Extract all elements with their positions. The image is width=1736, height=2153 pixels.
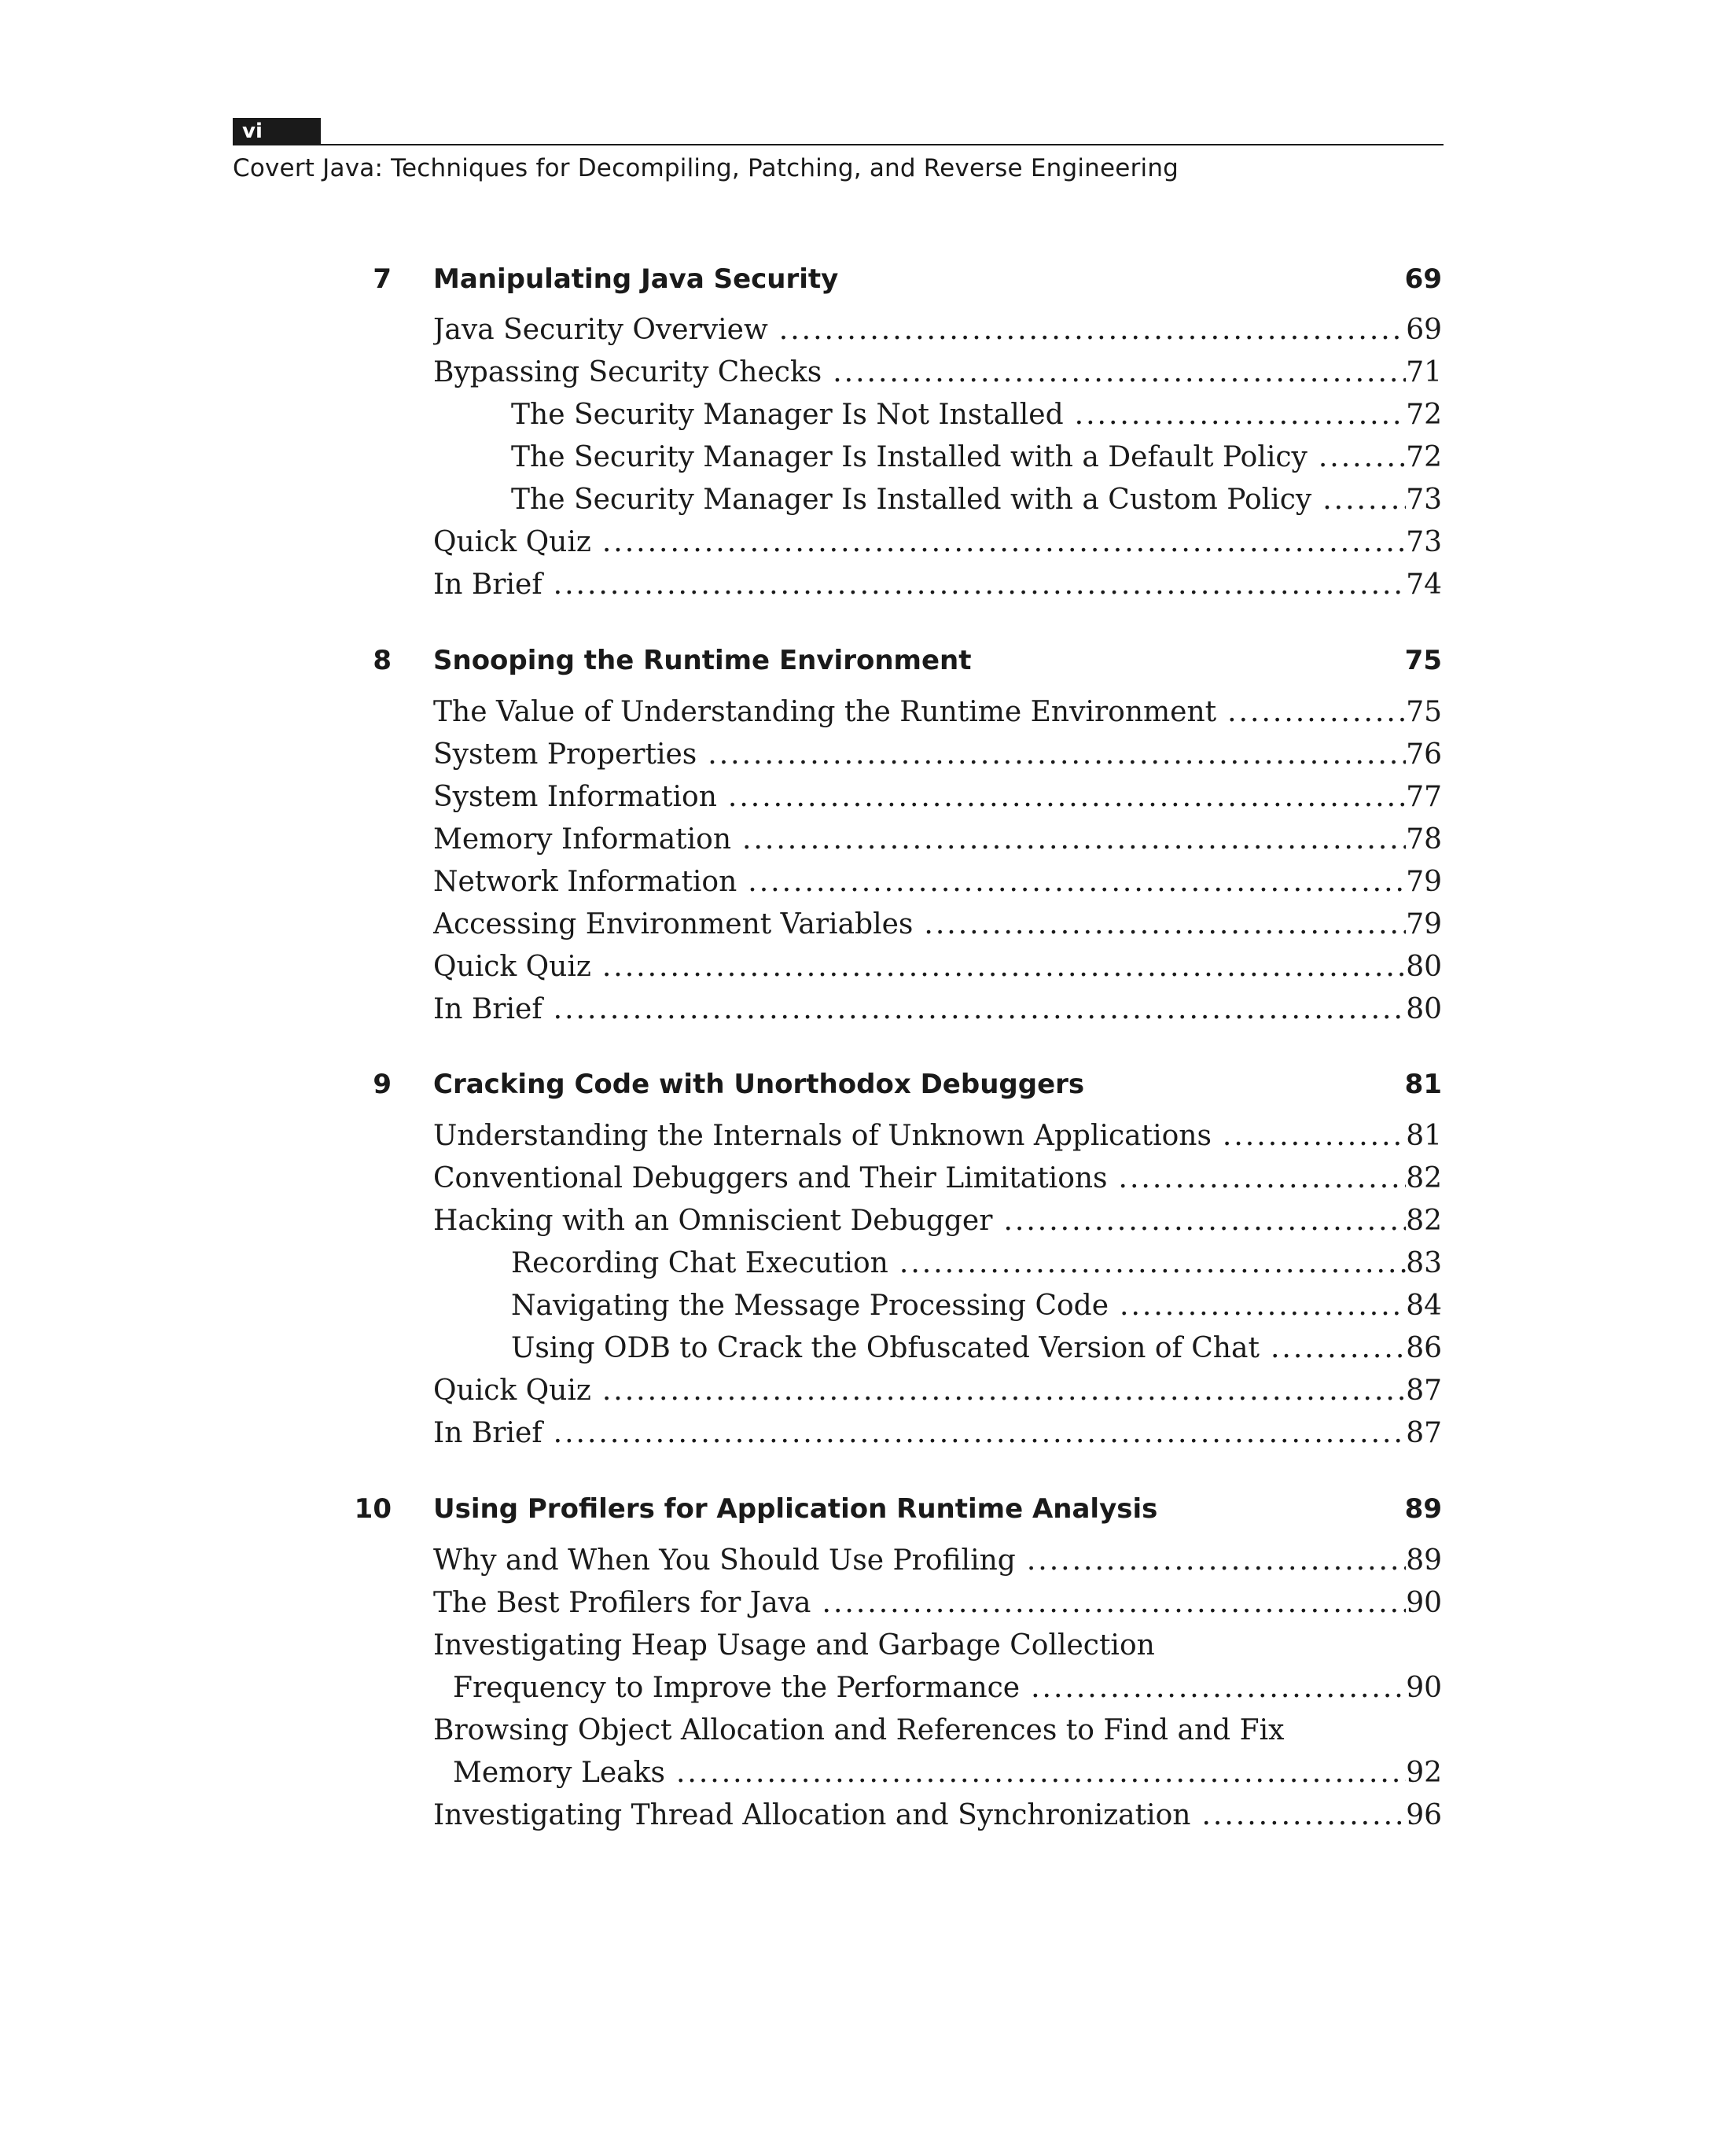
chapter-number: 7 — [373, 263, 392, 295]
dot-leader — [602, 521, 1406, 564]
toc-subentry[interactable] — [511, 1327, 1442, 1370]
chapter-heading[interactable] — [0, 639, 1736, 682]
chapter-page: 75 — [1404, 645, 1442, 676]
dot-leader — [554, 1412, 1407, 1455]
entry-page: 92 — [1406, 1757, 1442, 1789]
toc-entry[interactable] — [433, 861, 1442, 904]
entry-page: 69 — [1406, 314, 1442, 346]
dot-leader — [1201, 1794, 1406, 1837]
dot-leader — [554, 564, 1407, 606]
entry-page: 79 — [1406, 866, 1442, 898]
toc-subentry[interactable] — [511, 1285, 1442, 1327]
entry-page: 75 — [1406, 696, 1442, 728]
toc-entry[interactable] — [433, 776, 1442, 819]
dot-leader — [1120, 1285, 1406, 1327]
toc-entry[interactable] — [433, 564, 1442, 606]
dot-leader — [708, 734, 1406, 776]
dot-leader — [822, 1582, 1407, 1625]
toc-entry[interactable] — [433, 1794, 1442, 1837]
dot-leader — [833, 351, 1406, 394]
chapter-page: 89 — [1404, 1493, 1442, 1525]
toc-entry[interactable] — [433, 521, 1442, 564]
entry-title: Investigating Thread Allocation and Synchronization — [433, 1799, 1191, 1831]
chapter-title: Cracking Code with Unorthodox Debuggers — [433, 1069, 1085, 1100]
entry-title: Understanding the Internals of Unknown Applications — [433, 1120, 1212, 1152]
chapter-heading[interactable] — [0, 1488, 1736, 1530]
dot-leader — [676, 1752, 1406, 1794]
entry-page: 76 — [1406, 738, 1442, 771]
dot-leader — [602, 1370, 1406, 1412]
toc-entry[interactable] — [433, 351, 1442, 394]
entry-page: 72 — [1406, 399, 1442, 431]
toc-subentry[interactable] — [511, 1242, 1442, 1285]
dot-leader — [924, 904, 1406, 946]
dot-leader — [1027, 1540, 1406, 1582]
entry-page: 82 — [1406, 1205, 1442, 1237]
entry-page: 71 — [1406, 356, 1442, 388]
entry-title: Java Security Overview — [433, 314, 768, 346]
entry-title: Navigating the Message Processing Code — [511, 1290, 1109, 1322]
entry-page: 96 — [1406, 1799, 1442, 1831]
entry-page: 89 — [1406, 1544, 1442, 1577]
entry-title: The Best Profilers for Java — [433, 1587, 811, 1619]
entry-title: Investigating Heap Usage and Garbage Collection — [433, 1629, 1155, 1662]
chapter-heading[interactable] — [0, 258, 1736, 300]
entry-title: The Security Manager Is Installed with a Custom Policy — [511, 484, 1312, 516]
entry-title: In Brief — [433, 1417, 542, 1449]
entry-page: 82 — [1406, 1162, 1442, 1194]
toc-entry[interactable] — [433, 691, 1442, 734]
entry-page: 77 — [1406, 781, 1442, 813]
entry-title: Hacking with an Omniscient Debugger — [433, 1205, 993, 1237]
entry-title: Accessing Environment Variables — [433, 908, 914, 940]
toc-entry[interactable] — [433, 988, 1442, 1031]
dot-leader — [1031, 1667, 1406, 1710]
toc-entry[interactable] — [433, 309, 1442, 351]
entry-page: 80 — [1406, 993, 1442, 1025]
entry-title: Why and When You Should Use Profiling — [433, 1544, 1016, 1577]
entry-page: 72 — [1406, 441, 1442, 473]
entry-page: 80 — [1406, 951, 1442, 983]
entry-title: System Information — [433, 781, 717, 813]
dot-leader — [899, 1242, 1406, 1285]
toc-entry[interactable] — [433, 1115, 1442, 1157]
toc-entry[interactable] — [433, 946, 1442, 988]
toc-subentry[interactable] — [511, 436, 1442, 479]
entry-page: 83 — [1406, 1247, 1442, 1279]
entry-title: The Value of Understanding the Runtime Environment — [433, 696, 1217, 728]
toc-entry-first-line[interactable] — [433, 1710, 1442, 1752]
dot-leader — [748, 861, 1406, 904]
toc-entry[interactable] — [433, 904, 1442, 946]
entry-title: The Security Manager Is Installed with a Default Policy — [511, 441, 1308, 473]
dot-leader — [1322, 479, 1406, 521]
chapter-page: 81 — [1404, 1069, 1442, 1100]
entry-page: 87 — [1406, 1417, 1442, 1449]
entry-title-continuation: Frequency to Improve the Performance — [453, 1672, 1021, 1704]
dot-leader — [728, 776, 1406, 819]
entry-title: Conventional Debuggers and Their Limitations — [433, 1162, 1108, 1194]
toc-entry[interactable] — [433, 1200, 1442, 1242]
entry-title: Bypassing Security Checks — [433, 356, 822, 388]
chapter-title: Snooping the Runtime Environment — [433, 645, 972, 676]
toc-entry[interactable] — [433, 1412, 1442, 1455]
entry-title: Recording Chat Execution — [511, 1247, 888, 1279]
entry-title: Browsing Object Allocation and References to Find and Fix — [433, 1714, 1285, 1746]
entry-page: 81 — [1406, 1120, 1442, 1152]
entry-title: In Brief — [433, 993, 542, 1025]
entry-page: 73 — [1406, 484, 1442, 516]
entry-page: 74 — [1406, 569, 1442, 601]
entry-page: 90 — [1406, 1587, 1442, 1619]
book-title: Covert Java: Techniques for Decompiling, Patching, and Reverse Engineering — [233, 154, 1179, 182]
entry-title: The Security Manager Is Not Installed — [511, 399, 1064, 431]
dot-leader — [602, 946, 1406, 988]
dot-leader — [1319, 436, 1406, 479]
entry-page: 73 — [1406, 526, 1442, 558]
entry-page: 84 — [1406, 1290, 1442, 1322]
entry-title: In Brief — [433, 569, 542, 601]
toc-entry[interactable] — [433, 734, 1442, 776]
entry-page: 78 — [1406, 823, 1442, 856]
dot-leader — [779, 309, 1406, 351]
page-folio: vi — [233, 118, 321, 145]
entry-page: 90 — [1406, 1672, 1442, 1704]
entry-title: Network Information — [433, 866, 737, 898]
entry-title: System Properties — [433, 738, 697, 771]
dot-leader — [1223, 1115, 1406, 1157]
entry-title-continuation: Memory Leaks — [453, 1757, 665, 1789]
entry-title: Quick Quiz — [433, 1375, 591, 1407]
toc-entry[interactable] — [433, 1370, 1442, 1412]
dot-leader — [1227, 691, 1406, 734]
chapter-title: Manipulating Java Security — [433, 263, 839, 295]
dot-leader — [554, 988, 1407, 1031]
chapter-title: Using Profilers for Application Runtime Analysis — [433, 1493, 1158, 1525]
chapter-number: 8 — [373, 645, 392, 676]
toc-entry[interactable] — [433, 819, 1442, 861]
toc-entry[interactable] — [433, 1540, 1442, 1582]
chapter-page: 69 — [1404, 263, 1442, 295]
entry-page: 87 — [1406, 1375, 1442, 1407]
toc-entry-first-line[interactable] — [433, 1625, 1442, 1667]
toc-entry[interactable] — [433, 1157, 1442, 1200]
entry-title: Memory Information — [433, 823, 732, 856]
entry-title: Quick Quiz — [433, 951, 591, 983]
toc-subentry[interactable] — [511, 394, 1442, 436]
toc-entry-continuation[interactable] — [453, 1752, 1442, 1794]
dot-leader — [1119, 1157, 1407, 1200]
entry-page: 86 — [1406, 1332, 1442, 1364]
toc-subentry[interactable] — [511, 479, 1442, 521]
entry-page: 79 — [1406, 908, 1442, 940]
dot-leader — [1003, 1200, 1406, 1242]
header-rule — [233, 144, 1444, 145]
chapter-heading[interactable] — [0, 1063, 1736, 1106]
chapter-number: 10 — [354, 1493, 392, 1525]
entry-title: Quick Quiz — [433, 526, 591, 558]
dot-leader — [1271, 1327, 1406, 1370]
toc-entry[interactable] — [433, 1582, 1442, 1625]
dot-leader — [742, 819, 1406, 861]
entry-title: Using ODB to Crack the Obfuscated Version of Chat — [511, 1332, 1260, 1364]
dot-leader — [1075, 394, 1407, 436]
chapter-number: 9 — [373, 1069, 392, 1100]
toc-entry-continuation[interactable] — [453, 1667, 1442, 1710]
